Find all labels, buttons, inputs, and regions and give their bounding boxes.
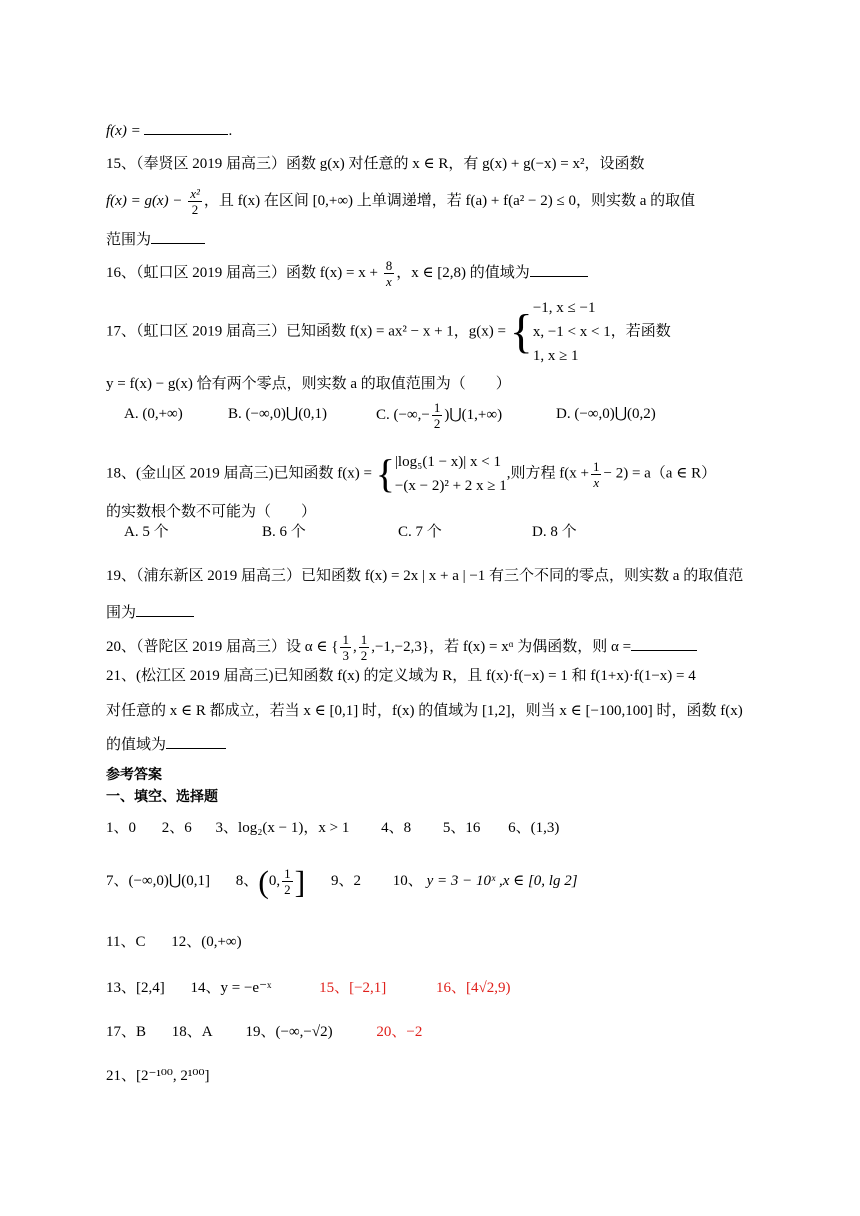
answers-row-3 <box>106 932 242 952</box>
piecewise-cases: |log₅(1 − x)| x < 1 −(x − 2)² + 2 x ≥ 1 <box>394 454 507 494</box>
q21-line3 <box>106 732 226 755</box>
answer-4: 4、8 <box>381 820 412 836</box>
question-number: 18、 <box>106 465 137 482</box>
answer-8-label: 8、 <box>235 872 259 889</box>
question-text: 的实数根个数不可能为（ ） <box>106 504 317 520</box>
question-text: 函数 g(x) 对任意的 x ∈ R，有 g(x) + g(−x) = x²，设函数 <box>286 156 645 172</box>
fraction: $\frac{1}{2}$ <box>433 400 441 431</box>
q18-line2 <box>106 502 316 522</box>
fraction: $\frac{1}{x}$ <box>592 458 600 490</box>
question-source: （浦东新区 2019 届高三） <box>136 568 302 584</box>
answer-blank <box>631 634 697 651</box>
left-brace: { <box>375 451 395 496</box>
q15-line1 <box>106 154 645 174</box>
question-text: ,则方程 f(x + <box>506 465 589 482</box>
answer-8: (0, $\frac{1}{2}$ ] <box>258 863 306 900</box>
answer-13: 13、[2,4] <box>106 980 165 996</box>
question-text: 函数 f(x) = x + <box>286 264 378 281</box>
option-c: C. (−∞,− $\frac{1}{2}$ )⋃(1,+∞) <box>376 400 503 431</box>
q18-line1 <box>106 450 716 498</box>
q17-option-b-wrap <box>228 404 327 424</box>
q14-end: . <box>228 123 233 139</box>
question-text: 已知函数 f(x) = ax² − x + 1，g(x) = <box>286 323 507 340</box>
answers-row-6 <box>106 1066 209 1086</box>
q18-option-b-wrap <box>262 522 306 542</box>
q19-line2 <box>106 600 194 623</box>
fraction: $\frac{1}{3}$ <box>342 632 349 663</box>
piecewise-cases: −1, x ≤ −1 x, −1 < x < 1 1, x ≥ 1 <box>532 300 611 364</box>
option-a: A. (0,+∞) <box>124 406 183 422</box>
question-number: 15、 <box>106 156 137 172</box>
answer-blank <box>151 227 205 244</box>
q18-option-d-wrap <box>532 522 577 542</box>
question-text: ，x ∈ [2,8) 的值域为 <box>396 264 530 281</box>
answer-12: 12、(0,+∞) <box>171 934 242 950</box>
answer-blank <box>530 260 588 277</box>
answer-10-label: 10、 <box>392 872 423 889</box>
question-text: 对任意的 x ∈ R 都成立，若当 x ∈ [0,1] 时，f(x) 的值域为 [1,2]，则当 x ∈ [−100,100] 时，函数 f(x) <box>106 703 743 719</box>
answer-16: 16、[4√2,9) <box>436 980 511 996</box>
question-text: y = f(x) − g(x) 恰有两个零点，则实数 a 的取值范围为（ ） <box>106 376 511 392</box>
option-b: B. (−∞,0)⋃(0,1) <box>228 406 327 422</box>
answer-9: 9、2 <box>331 872 362 889</box>
question-number: 16、 <box>106 264 137 281</box>
q14-tail <box>106 118 232 141</box>
question-number: 21、 <box>106 668 137 684</box>
fraction: $\frac{8}{x}$ <box>385 258 393 289</box>
question-text: ，且 f(x) 在区间 [0,+∞) 上单调递增，若 f(a) + f(a² − 2) ≤ 0，则实数 a 的取值 <box>203 192 696 209</box>
question-source: （普陀区 2019 届高三） <box>136 638 287 655</box>
answer-blank <box>166 732 226 749</box>
answer-blank <box>136 600 194 617</box>
answer-10: y = 3 − 10ˣ ,x ∈ [0, lg 2] <box>426 872 578 889</box>
question-source: (金山区 2019 届高三) <box>136 465 274 482</box>
question-text: ,−1,−2,3}，若 f(x) = xᵅ 为偶函数，则 α = <box>371 638 632 655</box>
question-source: （虹口区 2019 届高三） <box>136 323 287 340</box>
question-text: 范围为 <box>106 232 152 248</box>
question-number: 19、 <box>106 568 137 584</box>
answer-6: 6、(1,3) <box>508 820 560 836</box>
answers-row-1 <box>106 818 559 838</box>
question-text: 已知函数 f(x) = 2x | x + a | −1 有三个不同的零点，则实数 a 的取值范 <box>301 568 744 584</box>
question-text: 已知函数 f(x) = <box>273 465 372 482</box>
question-source: （奉贤区 2019 届高三） <box>136 156 287 172</box>
option-a: A. 5 个 <box>124 524 169 540</box>
answer-18: 18、A <box>171 1024 212 1040</box>
q21-line2 <box>106 701 743 721</box>
question-text: 的值域为 <box>106 737 167 753</box>
answer-21: 21、[2⁻¹⁰⁰, 2¹⁰⁰] <box>106 1068 210 1084</box>
q20-line: 20、（普陀区 2019 届高三）设 α ∈ { $\frac{1}{3}$ , $\frac{1}{2}$ ,−1,−2,3}，若 f(x) = xᵅ 为偶函数，则 α = <box>106 632 697 663</box>
answer-19: 19、(−∞,−√2) <box>245 1024 333 1040</box>
answers-row-4 <box>106 978 511 998</box>
q17-option-c-wrap <box>376 400 502 431</box>
answers-row-2 <box>106 863 578 900</box>
answer-3: 3、log₂(x − 1)，x > 1 <box>215 820 350 836</box>
answer-1: 1、0 <box>106 820 137 836</box>
q15-line3 <box>106 227 205 250</box>
question-number: 17、 <box>106 323 137 340</box>
q18-option-c-wrap <box>398 522 442 542</box>
left-brace: { <box>509 305 533 358</box>
q21-line1 <box>106 666 696 686</box>
q17-options <box>124 404 183 424</box>
answer-5: 5、16 <box>442 820 481 836</box>
option-c: C. 7 个 <box>398 524 442 540</box>
answer-17: 17、B <box>106 1024 147 1040</box>
question-text: 设 α ∈ { <box>286 638 339 655</box>
q18-option-a-wrap <box>124 522 169 542</box>
question-number: 20、 <box>106 638 137 655</box>
option-d: D. 8 个 <box>532 524 577 540</box>
question-text: 围为 <box>106 605 137 621</box>
question-source: (松江区 2019 届高三) <box>136 668 274 684</box>
answer-blank <box>144 118 228 135</box>
question-text: − 2) = a（a ∈ R） <box>603 465 717 482</box>
fraction: $\frac{1}{2}$ <box>360 632 368 663</box>
answer-14: 14、y = −e⁻ˣ <box>190 980 272 996</box>
answers-title: 参考答案 <box>106 767 162 783</box>
q14-expr: f(x) = <box>106 123 141 139</box>
question-text: ，若函数 <box>610 323 671 340</box>
fraction: $\frac{\text{x²}}{2}$ <box>190 186 200 217</box>
answer-20: 20、−2 <box>376 1024 423 1040</box>
q17-option-d-wrap <box>556 404 656 424</box>
answer-2: 2、6 <box>161 820 192 836</box>
answers-row-5 <box>106 1022 422 1042</box>
answer-7: 7、(−∞,0)⋃(0,1] <box>106 872 210 889</box>
answer-11: 11、C <box>106 934 146 950</box>
answer-15: 15、[−2,1] <box>319 980 387 996</box>
q17-line2 <box>106 374 511 394</box>
question-source: （虹口区 2019 届高三） <box>136 264 287 281</box>
option-b: B. 6 个 <box>262 524 306 540</box>
q16-line <box>106 258 588 289</box>
q17-line1 <box>106 296 671 368</box>
fraction: $\frac{1}{2}$ <box>284 866 291 897</box>
answers-section: 一、填空、选择题 <box>106 789 218 805</box>
math-expr: f(x) = g(x) − <box>106 192 183 209</box>
q15-line2 <box>106 186 695 217</box>
option-d: D. (−∞,0)⋃(0,2) <box>556 406 656 422</box>
q19-line1 <box>106 566 743 586</box>
question-text: 已知函数 f(x) 的定义域为 R，且 f(x)·f(−x) = 1 和 f(1+x)·f(1−x) = 4 <box>273 668 696 684</box>
